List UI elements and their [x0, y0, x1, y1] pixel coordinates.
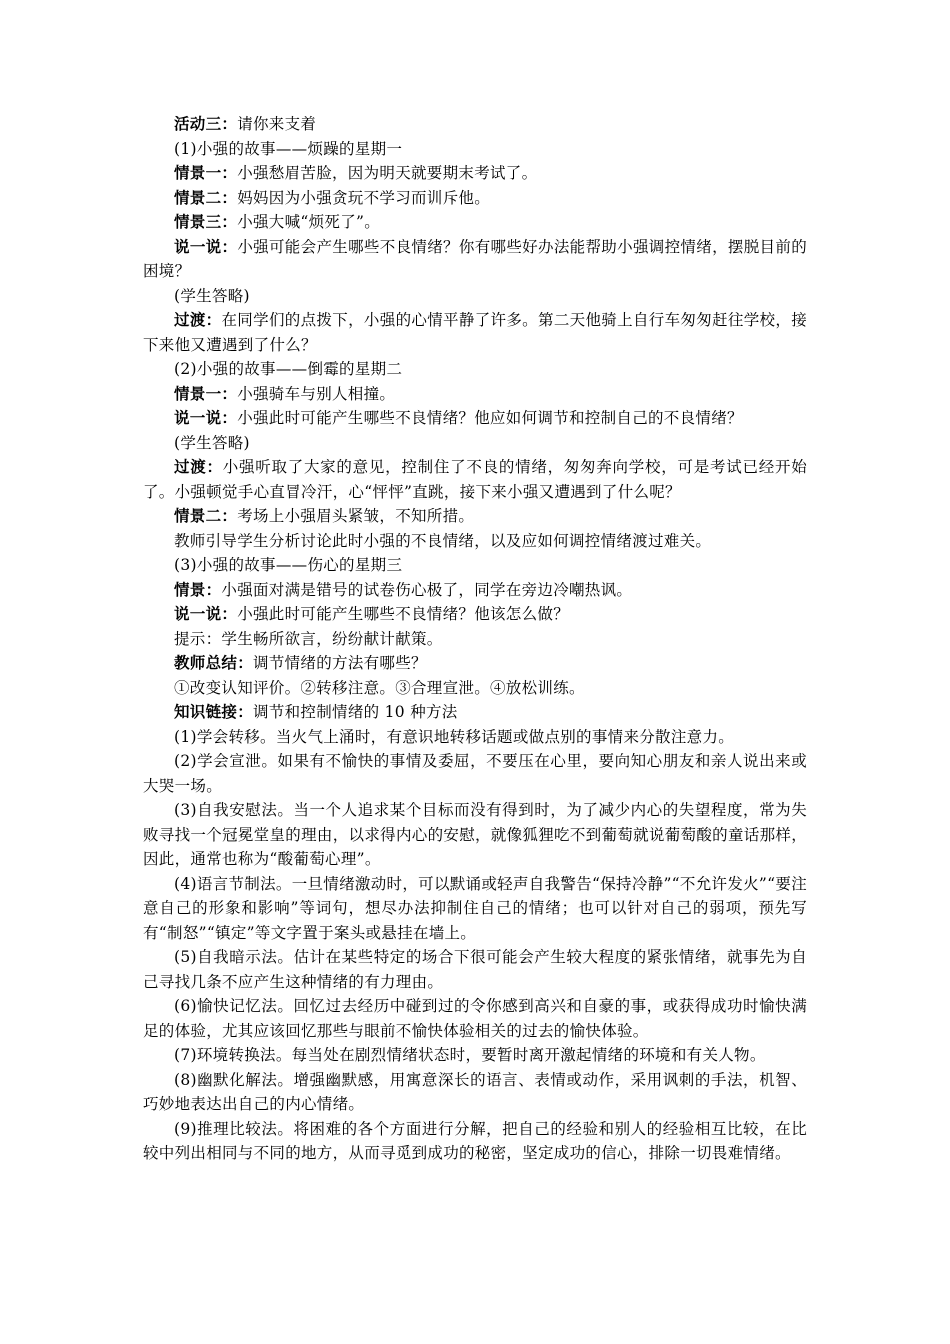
- paragraph-text: (8)幽默化解法。增强幽默感，用寓意深长的语言、表情或动作，采用讽刺的手法，机智、巧妙地表达出自己的内心情绪。: [143, 1070, 807, 1113]
- paragraph-text: (9)推理比较法。将困难的各个方面进行分解，把自己的经验和别人的经验相互比较，在比较中列出相同与不同的地方，从而寻觅到成功的秘密，坚定成功的信心，排除一切畏难情绪。: [143, 1119, 807, 1162]
- transition-paragraph: [143, 455, 807, 504]
- paragraph-text: (2)小强的故事——倒霉的星期二: [174, 360, 403, 378]
- paragraph-text: 小强面对满是错号的试卷伤心极了，同学在旁边冷嘲热讽。: [221, 580, 633, 599]
- paragraph-text: (学生答略): [174, 286, 250, 305]
- paragraph-text: 小强此时可能产生哪些不良情绪？他该怎么做？: [237, 605, 570, 623]
- paragraph-text: (5)自我暗示法。估计在某些特定的场合下很可能会产生较大程度的紧张情绪，就事先为自己寻找几条不应产生这种情绪的有力理由。: [143, 948, 807, 991]
- bold-label: 过渡：: [174, 310, 222, 329]
- teacher-guidance: [143, 529, 807, 554]
- method-item: [143, 1043, 807, 1068]
- paragraph-text: (3)自我安慰法。当一个人追求某个目标而没有得到时，为了减少内心的失望程度，常为失败寻找一个冠冕堂皇的理由，以求得内心的安慰，就像狐狸吃不到葡萄就说葡萄酸的童话那样，因此，通常也称为“酸葡萄心理”。: [143, 801, 807, 868]
- knowledge-link-heading: [143, 700, 807, 725]
- bold-label: 说一说：: [174, 408, 238, 427]
- summary-paragraph: [143, 651, 807, 676]
- bold-label: 说一说：: [174, 236, 238, 256]
- paragraph-text: 小强听取了大家的意见，控制住了不良的情绪，匆匆奔向学校，可是考试已经开始了。小强顿觉手心直冒冷汗，心“怦怦”直跳，接下来小强又遭遇到了什么呢？: [143, 458, 807, 501]
- method-item: [143, 1117, 807, 1166]
- method-item: [143, 798, 807, 872]
- scene-paragraph: [143, 504, 807, 529]
- question-paragraph: [143, 602, 807, 627]
- scene-paragraph: [143, 382, 807, 407]
- bold-label: 情景：: [174, 579, 222, 599]
- paragraph-text: 提示：学生畅所欲言，纷纷献计献策。: [174, 629, 443, 648]
- paragraph-text: 调节和控制情绪的 10 种方法: [253, 703, 458, 721]
- method-item: [143, 749, 807, 798]
- paragraph-text: 小强此时可能产生哪些不良情绪？他应如何调节和控制自己的不良情绪？: [237, 409, 743, 427]
- document-body: [143, 112, 807, 1166]
- paragraph-text: 小强愁眉苦脸，因为明天就要期末考试了。: [237, 164, 538, 182]
- scene-paragraph: [143, 210, 807, 235]
- story-heading: [143, 357, 807, 382]
- summary-list: [143, 676, 807, 701]
- method-item: [143, 994, 807, 1043]
- paragraph-text: 请你来支着: [237, 115, 317, 133]
- bold-label: 过渡：: [174, 457, 223, 476]
- paragraph-text: (6)愉快记忆法。回忆过去经历中碰到过的令你感到高兴和自豪的事，或获得成功时愉快满足的体验，尤其应该回忆那些与眼前不愉快体验相关的过去的愉快体验。: [143, 997, 807, 1040]
- paragraph-text: 调节情绪的方法有哪些？: [253, 654, 427, 672]
- scene-paragraph: [143, 578, 807, 603]
- paragraph-text: 小强骑车与别人相撞。: [237, 384, 396, 403]
- paragraph-text: (4)语言节制法。一旦情绪激动时，可以默诵或轻声自我警告“保持冷静”“不允许发火”“要注意自己的形象和影响”等词句，想尽办法抑制住自己的情绪；也可以针对自己的弱项，预先写有“制怒”“镇定”等文字置于案头或悬挂在墙上。: [143, 874, 807, 942]
- paragraph-text: 教师引导学生分析讨论此时小强的不良情绪，以及应如何调控情绪渡过难关。: [174, 531, 712, 550]
- answer-note: [143, 284, 807, 309]
- scene-paragraph: [143, 161, 807, 186]
- activity-heading: [143, 112, 807, 137]
- paragraph-text: (3)小强的故事——伤心的星期三: [174, 556, 403, 574]
- bold-label: 情景一：: [174, 163, 238, 182]
- paragraph-text: (2)学会宣泄。如果有不愉快的事情及委屈，不要压在心里，要向知心朋友和亲人说出来或大哭一场。: [143, 752, 807, 795]
- bold-label: 情景二：: [174, 187, 238, 207]
- question-paragraph: [143, 406, 807, 431]
- question-paragraph: [143, 235, 807, 284]
- bold-label: 情景二：: [174, 506, 238, 525]
- bold-label: 情景三：: [174, 212, 238, 231]
- bold-label: 情景一：: [174, 383, 238, 403]
- paragraph-text: 小强大喊“烦死了”。: [237, 213, 381, 231]
- story-heading: [143, 553, 807, 578]
- paragraph-text: (1)小强的故事——烦躁的星期一: [174, 139, 403, 158]
- hint-paragraph: [143, 627, 807, 652]
- paragraph-text: (学生答略): [174, 433, 250, 452]
- paragraph-text: 考场上小强眉头紧皱，不知所措。: [237, 507, 475, 525]
- paragraph-text: 妈妈因为小强贪玩不学习而训斥他。: [237, 188, 491, 207]
- answer-note: [143, 431, 807, 456]
- paragraph-text: (1)学会转移。当火气上涌时，有意识地转移话题或做点别的事情来分散注意力。: [174, 727, 735, 746]
- method-item: [143, 872, 807, 946]
- bold-label: 活动三：: [174, 114, 238, 133]
- paragraph-text: ①改变认知评价。②转移注意。③合理宣泄。④放松训练。: [174, 678, 585, 697]
- bold-label: 知识链接：: [174, 702, 254, 721]
- story-heading: [143, 137, 807, 162]
- paragraph-text: (7)环境转换法。每当处在剧烈情绪状态时，要暂时离开激起情绪的环境和有关人物。: [174, 1046, 766, 1064]
- method-item: [143, 945, 807, 994]
- bold-label: 说一说：: [174, 604, 238, 623]
- paragraph-text: 小强可能会产生哪些不良情绪？你有哪些好办法能帮助小强调控情绪，摆脱目前的困境？: [143, 237, 807, 280]
- bold-label: 教师总结：: [174, 653, 254, 672]
- method-item: [143, 725, 807, 750]
- method-item: [143, 1068, 807, 1117]
- transition-paragraph: [143, 308, 807, 357]
- paragraph-text: 在同学们的点拨下，小强的心情平静了许多。第二天他骑上自行车匆匆赶往学校，接下来他又遭遇到了什么？: [143, 311, 807, 354]
- scene-paragraph: [143, 186, 807, 211]
